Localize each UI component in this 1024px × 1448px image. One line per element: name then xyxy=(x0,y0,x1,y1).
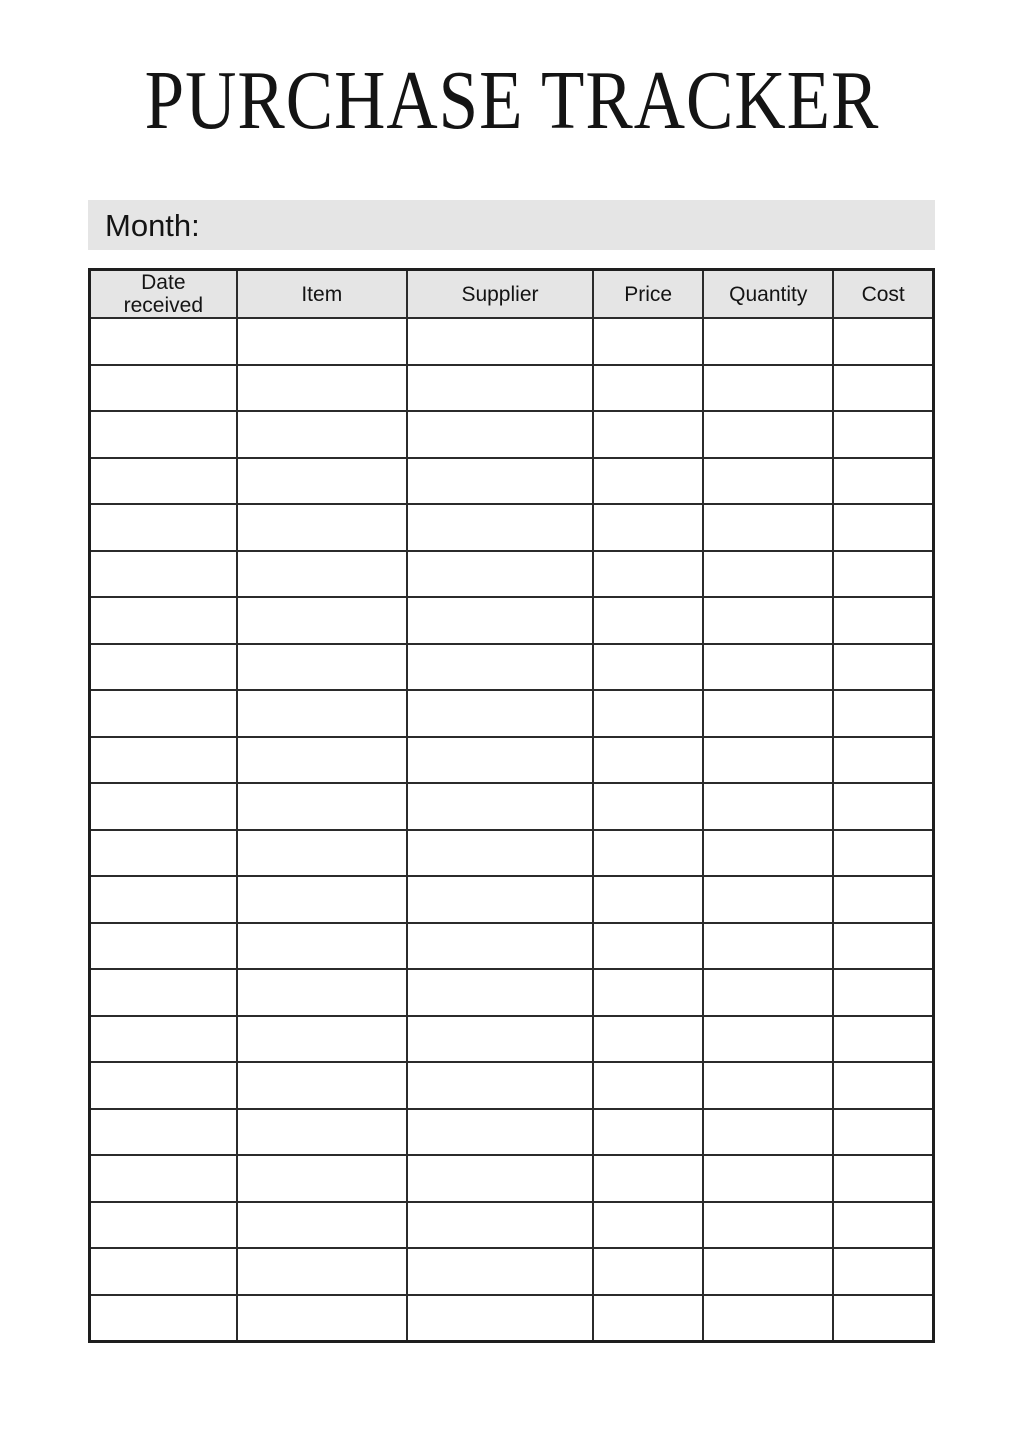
cell[interactable] xyxy=(90,504,237,551)
cell[interactable] xyxy=(703,1248,833,1295)
cell[interactable] xyxy=(407,504,593,551)
cell[interactable] xyxy=(90,830,237,877)
cell[interactable] xyxy=(593,458,703,505)
table-row xyxy=(90,504,934,551)
cell[interactable] xyxy=(407,876,593,923)
cell[interactable] xyxy=(90,597,237,644)
cell[interactable] xyxy=(90,1016,237,1063)
cell[interactable] xyxy=(237,923,407,970)
cell[interactable] xyxy=(593,1248,703,1295)
cell[interactable] xyxy=(90,1202,237,1249)
cell[interactable] xyxy=(407,411,593,458)
table-row xyxy=(90,644,934,691)
cell[interactable] xyxy=(90,876,237,923)
cell[interactable] xyxy=(90,923,237,970)
cell[interactable] xyxy=(237,597,407,644)
cell[interactable] xyxy=(90,644,237,691)
cell[interactable] xyxy=(703,1155,833,1202)
cell[interactable] xyxy=(833,597,933,644)
cell[interactable] xyxy=(833,1248,933,1295)
cell[interactable] xyxy=(237,458,407,505)
table-row xyxy=(90,365,934,412)
cell[interactable] xyxy=(833,830,933,877)
column-header-supplier xyxy=(407,270,593,319)
table-row xyxy=(90,597,934,644)
cell[interactable] xyxy=(703,365,833,412)
cell[interactable] xyxy=(237,1155,407,1202)
cell[interactable] xyxy=(407,365,593,412)
cell[interactable] xyxy=(407,1062,593,1109)
cell[interactable] xyxy=(593,1295,703,1342)
cell[interactable] xyxy=(593,411,703,458)
cell[interactable] xyxy=(593,969,703,1016)
cell[interactable] xyxy=(237,830,407,877)
cell[interactable] xyxy=(90,1248,237,1295)
table-row xyxy=(90,1016,934,1063)
cell[interactable] xyxy=(593,737,703,784)
table-row xyxy=(90,1295,934,1342)
column-header-price xyxy=(593,270,703,319)
cell[interactable] xyxy=(833,783,933,830)
cell[interactable] xyxy=(407,458,593,505)
cell[interactable] xyxy=(237,1062,407,1109)
cell[interactable] xyxy=(593,365,703,412)
cell[interactable] xyxy=(593,318,703,365)
cell[interactable] xyxy=(90,969,237,1016)
table-row xyxy=(90,830,934,877)
cell[interactable] xyxy=(703,504,833,551)
month-bar xyxy=(88,200,935,250)
table-row xyxy=(90,737,934,784)
cell[interactable] xyxy=(237,1016,407,1063)
cell[interactable] xyxy=(593,1016,703,1063)
cell[interactable] xyxy=(90,318,237,365)
column-header-label: Item xyxy=(301,282,343,306)
cell[interactable] xyxy=(237,551,407,598)
table-row xyxy=(90,1062,934,1109)
cell[interactable] xyxy=(703,969,833,1016)
cell[interactable] xyxy=(703,923,833,970)
cell[interactable] xyxy=(407,1295,593,1342)
cell[interactable] xyxy=(703,876,833,923)
table-row xyxy=(90,551,934,598)
cell[interactable] xyxy=(90,783,237,830)
cell[interactable] xyxy=(703,318,833,365)
purchase-table xyxy=(88,268,935,1343)
cell[interactable] xyxy=(237,783,407,830)
cell[interactable] xyxy=(237,504,407,551)
cell[interactable] xyxy=(407,737,593,784)
header-row xyxy=(90,270,934,319)
cell[interactable] xyxy=(593,830,703,877)
cell[interactable] xyxy=(703,830,833,877)
cell[interactable] xyxy=(237,737,407,784)
cell[interactable] xyxy=(90,737,237,784)
cell[interactable] xyxy=(237,1202,407,1249)
cell[interactable] xyxy=(407,1109,593,1156)
column-header-quantity xyxy=(703,270,833,319)
cell[interactable] xyxy=(237,365,407,412)
cell[interactable] xyxy=(237,969,407,1016)
cell[interactable] xyxy=(593,1062,703,1109)
cell[interactable] xyxy=(593,597,703,644)
cell[interactable] xyxy=(703,1062,833,1109)
cell[interactable] xyxy=(90,1155,237,1202)
cell[interactable] xyxy=(703,783,833,830)
cell[interactable] xyxy=(593,923,703,970)
cell[interactable] xyxy=(593,876,703,923)
cell[interactable] xyxy=(407,1202,593,1249)
cell[interactable] xyxy=(703,737,833,784)
cell[interactable] xyxy=(593,1202,703,1249)
cell[interactable] xyxy=(407,783,593,830)
cell[interactable] xyxy=(237,644,407,691)
cell[interactable] xyxy=(407,690,593,737)
cell[interactable] xyxy=(833,551,933,598)
table-row xyxy=(90,969,934,1016)
cell[interactable] xyxy=(407,1016,593,1063)
cell[interactable] xyxy=(703,644,833,691)
month-label: Month: xyxy=(105,207,200,243)
cell[interactable] xyxy=(407,923,593,970)
table-row xyxy=(90,1202,934,1249)
cell[interactable] xyxy=(703,1202,833,1249)
cell[interactable] xyxy=(593,1109,703,1156)
column-header-date-received xyxy=(90,270,237,319)
cell[interactable] xyxy=(833,458,933,505)
cell[interactable] xyxy=(237,411,407,458)
cell[interactable] xyxy=(237,690,407,737)
cell[interactable] xyxy=(833,876,933,923)
cell[interactable] xyxy=(703,690,833,737)
cell[interactable] xyxy=(237,1295,407,1342)
cell[interactable] xyxy=(593,644,703,691)
cell[interactable] xyxy=(593,690,703,737)
cell[interactable] xyxy=(407,644,593,691)
column-header-label: Price xyxy=(624,282,673,306)
column-header-item xyxy=(237,270,407,319)
cell[interactable] xyxy=(407,1248,593,1295)
column-header-label: Cost xyxy=(861,282,905,306)
table-body xyxy=(90,318,934,1342)
cell[interactable] xyxy=(90,1062,237,1109)
table-row xyxy=(90,1155,934,1202)
cell[interactable] xyxy=(407,969,593,1016)
cell[interactable] xyxy=(593,783,703,830)
column-header-label: Date received xyxy=(123,271,204,318)
cell[interactable] xyxy=(833,411,933,458)
cell[interactable] xyxy=(703,411,833,458)
cell[interactable] xyxy=(703,1109,833,1156)
cell[interactable] xyxy=(90,551,237,598)
table-row xyxy=(90,876,934,923)
cell[interactable] xyxy=(407,1155,593,1202)
page-title: PURCHASE TRACKER xyxy=(144,54,880,147)
cell[interactable] xyxy=(833,1295,933,1342)
cell[interactable] xyxy=(593,504,703,551)
table-row xyxy=(90,458,934,505)
cell[interactable] xyxy=(833,690,933,737)
cell[interactable] xyxy=(833,644,933,691)
cell[interactable] xyxy=(703,458,833,505)
cell[interactable] xyxy=(833,1155,933,1202)
cell[interactable] xyxy=(833,1016,933,1063)
table-row xyxy=(90,690,934,737)
table-row xyxy=(90,1109,934,1156)
table-row xyxy=(90,783,934,830)
table-row xyxy=(90,318,934,365)
cell[interactable] xyxy=(407,830,593,877)
cell[interactable] xyxy=(90,411,237,458)
cell[interactable] xyxy=(593,1155,703,1202)
cell[interactable] xyxy=(237,1109,407,1156)
column-header-label: Supplier xyxy=(461,282,539,306)
month-value-field[interactable] xyxy=(210,200,935,250)
cell[interactable] xyxy=(833,923,933,970)
table-row xyxy=(90,1248,934,1295)
cell[interactable] xyxy=(90,458,237,505)
cell[interactable] xyxy=(90,1109,237,1156)
column-header-cost xyxy=(833,270,933,319)
cell[interactable] xyxy=(833,737,933,784)
cell[interactable] xyxy=(90,365,237,412)
cell[interactable] xyxy=(90,690,237,737)
cell[interactable] xyxy=(593,551,703,598)
cell[interactable] xyxy=(703,1016,833,1063)
cell[interactable] xyxy=(833,1109,933,1156)
cell[interactable] xyxy=(237,1248,407,1295)
cell[interactable] xyxy=(407,318,593,365)
table-row xyxy=(90,411,934,458)
cell[interactable] xyxy=(833,1202,933,1249)
cell[interactable] xyxy=(833,365,933,412)
cell[interactable] xyxy=(237,318,407,365)
cell[interactable] xyxy=(703,597,833,644)
cell[interactable] xyxy=(833,504,933,551)
cell[interactable] xyxy=(703,1295,833,1342)
cell[interactable] xyxy=(833,1062,933,1109)
cell[interactable] xyxy=(237,876,407,923)
column-header-label: Quantity xyxy=(729,282,808,306)
cell[interactable] xyxy=(833,969,933,1016)
cell[interactable] xyxy=(407,597,593,644)
table-row xyxy=(90,923,934,970)
cell[interactable] xyxy=(833,318,933,365)
cell[interactable] xyxy=(407,551,593,598)
cell[interactable] xyxy=(90,1295,237,1342)
cell[interactable] xyxy=(703,551,833,598)
